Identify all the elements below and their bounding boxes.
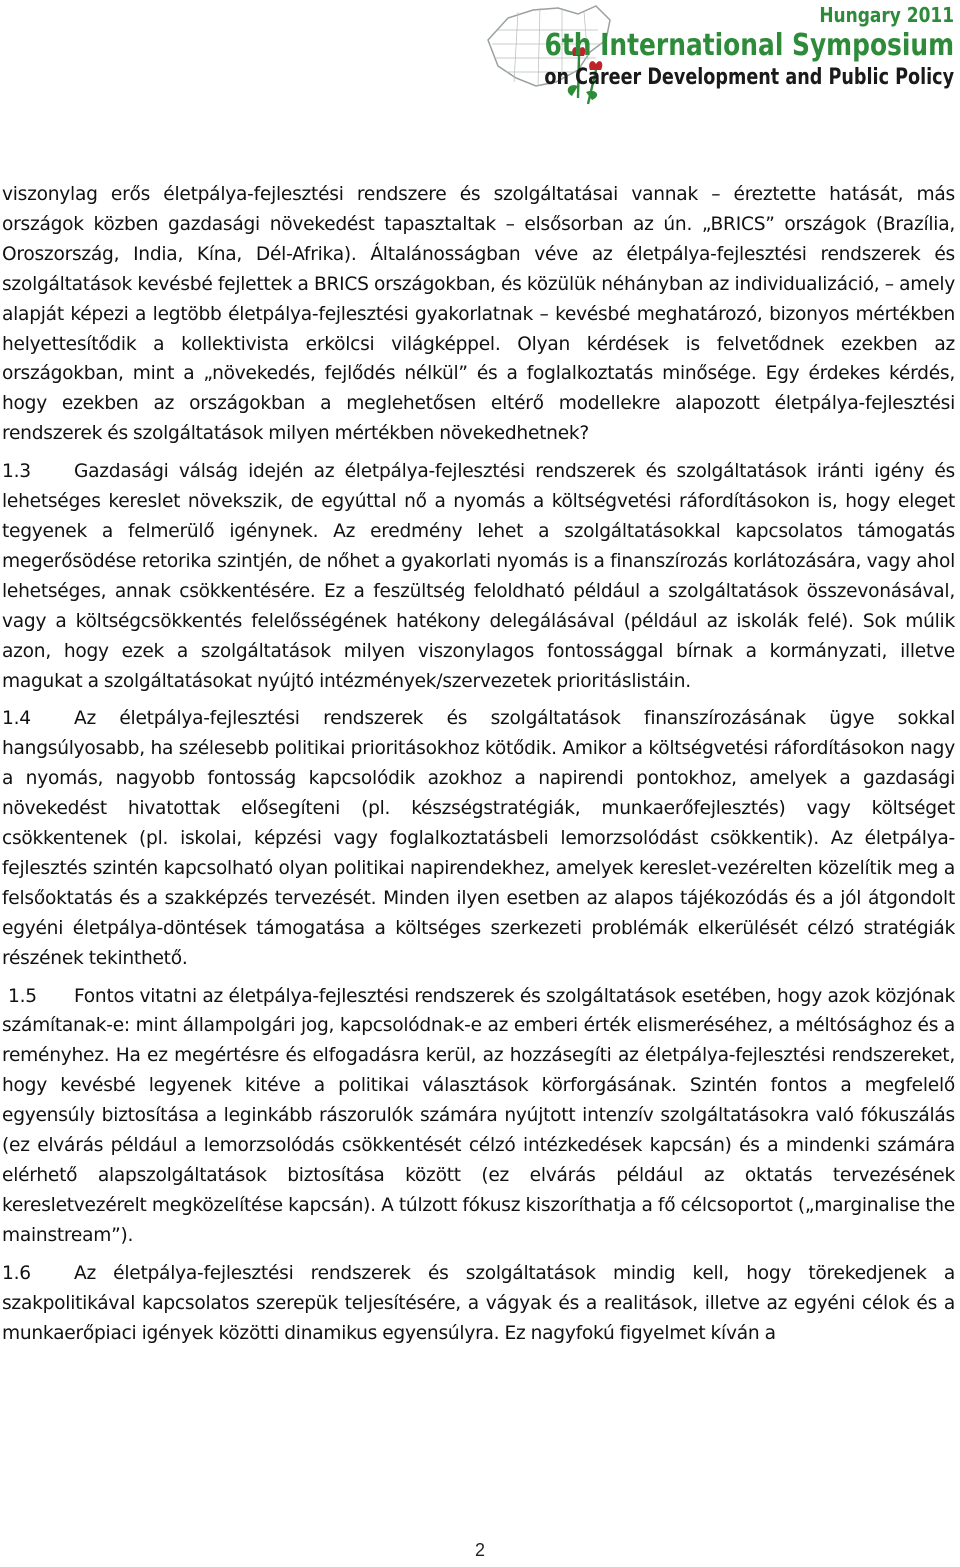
paragraph-text: Gazdasági válság idején az életpálya-fejlesztési rendszerek és szolgáltatások iránti igény és lehetséges kereslet növekszik, de egyúttal nő a nyomás a költségvetési ráfordításokon is, hogy eleget tegyenek a felmerülő igénynek. Az eredmény lehet a szolgáltatásokkal kapcsolatos támogatás megerősödése retorika szintjén, de nőhet a gyakorlati nyomás is a finanszírozás korlátozására, vagy ahol lehetséges, annak csökkentésére. Ez a feszültség feloldható például a szolgáltatások összevonásával, vagy a költségcsökkentés felelősségének hatékony delegálásával (például az iskolák felé). Sok múlik azon, hogy ezek a szolgáltatások milyen viszonylagos fontossággal bírnak a kormányzati, illetve magukat a szolgáltatásokat nyújtó intézmények/szervezetek prioritáslistáin. xyxy=(2,461,955,692)
paragraph-text: Fontos vitatni az életpálya-fejlesztési rendszerek és szolgáltatások esetében, hogy azok közjónak számítanak-e: mint állampolgári jog, kapcsolódnak-e az emberi érték elismeréséhez, a méltósághoz és a reményhez. Ha ez megértésre és elfogadásra kerül, az hozzásegíti az életpálya-fejlesztési rendszereket, hogy kevésbé legyenek kitéve a politikai választások körforgásának. Szintén fontos a megfelelő egyensúly biztosítása a leginkább rászorulók számára nyújtott intenzív szolgáltatásokra való fókuszálás (ez elvárás például a lemorzsolódás csökkentését célzó intézkedések kapcsán) és a mindenki számára elérhető alapszolgáltatások biztosítása között (ez elvárás például az oktatás tervezésének keresletvezérelt megközelítése kapcsán). A túlzott fókusz kiszoríthatja a fő célcsoportot („marginalise the mainstream”). xyxy=(2,985,955,1246)
paragraph-number: 1.5 xyxy=(8,985,37,1007)
paragraph-text: viszonylag erős életpálya-fejlesztési rendszere és szolgáltatásai vannak – éreztette hatását, más országok közben gazdasági növekedést tapasztaltak – elsősorban az ún. „BRICS” országok (Brazília, Oroszország, India, Kína, Dél-Afrika). Általánosságban véve az életpálya-fejlesztési rendszerek és szolgáltatások kevésbé fejlettek a BRICS országokban, és közülük néhányban az individualizáció, – amely alapját képezi a legtöbb életpálya-fejlesztési gyakorlatnak – kevésbé meghatározó, bizonyos mértékben helyettesítődik a kollektivista erkölcsi világképpel. Olyan kérdések is felvetődnek ezekben az országokban, mint a „növekedés, fejlődés nélkül” és a foglalkoztatás minősége. Egy érdekes kérdés, hogy ezekben az országokban a meglehetősen eltérő modellekre alapozott életpálya-fejlesztési rendszerek és szolgáltatások milyen mértékben növekedhetnek? xyxy=(2,184,955,445)
paragraph-text: Az életpálya-fejlesztési rendszerek és szolgáltatások mindig kell, hogy törekedjenek a szakpolitikával kapcsolatos szerepük teljesítésére, a vágyak és a realitások, illetve az egyéni célok és a munkaerőpiaci igények közötti dinamikus egyensúlyra. Ez nagyfokú figyelmet kíván a xyxy=(2,1262,955,1344)
paragraph-1-5 xyxy=(2,982,955,1251)
paragraph-1-3 xyxy=(2,457,955,696)
header-symposium-subtitle: on Career Development and Public Policy xyxy=(544,65,954,90)
paragraph-text: Az életpálya-fejlesztési rendszerek és szolgáltatások finanszírozásának ügye sokkal hangsúlyosabb, ha szélesebb politikai prioritásokhoz kötődik. Amikor a költségvetési ráfordításokon nagy a nyomás, nagyobb fontosság kapcsolódik azokhoz a napirendi pontokhoz, amelyek a gazdasági növekedést hivatottak elősegíteni (pl. készségstratégiák, munkaerőfejlesztés) vagy költséget csökkentenek (pl. iskolai, képzési vagy foglalkoztatásbeli lemorzsolódást csökkentik). Az életpálya-fejlesztés szintén kapcsolható olyan politikai napirendekhez, amelyek kereslet-vezérelten közelítik meg a felsőoktatás és a szakképzés tervezését. Minden ilyen esetben az alapos tájékozódás és a jól átgondolt egyéni életpálya-döntések támogatása a költséges szerkezeti problémák elkerülését célzó stratégiák részének tekinthető. xyxy=(2,708,955,969)
paragraph-number: 1.6 xyxy=(2,1262,31,1284)
paragraph-number: 1.4 xyxy=(2,708,31,730)
paragraph-1-6 xyxy=(2,1259,955,1349)
page-number: 2 xyxy=(474,1540,485,1560)
paragraph-number: 1.3 xyxy=(2,461,31,483)
paragraph-continued xyxy=(2,180,955,449)
page-header xyxy=(0,0,960,118)
header-location-year: Hungary 2011 xyxy=(819,3,954,27)
header-text xyxy=(442,2,954,92)
header-symposium-title: 6th International Symposium xyxy=(544,28,954,63)
paragraph-1-4 xyxy=(2,704,955,973)
document-body xyxy=(2,180,955,1348)
